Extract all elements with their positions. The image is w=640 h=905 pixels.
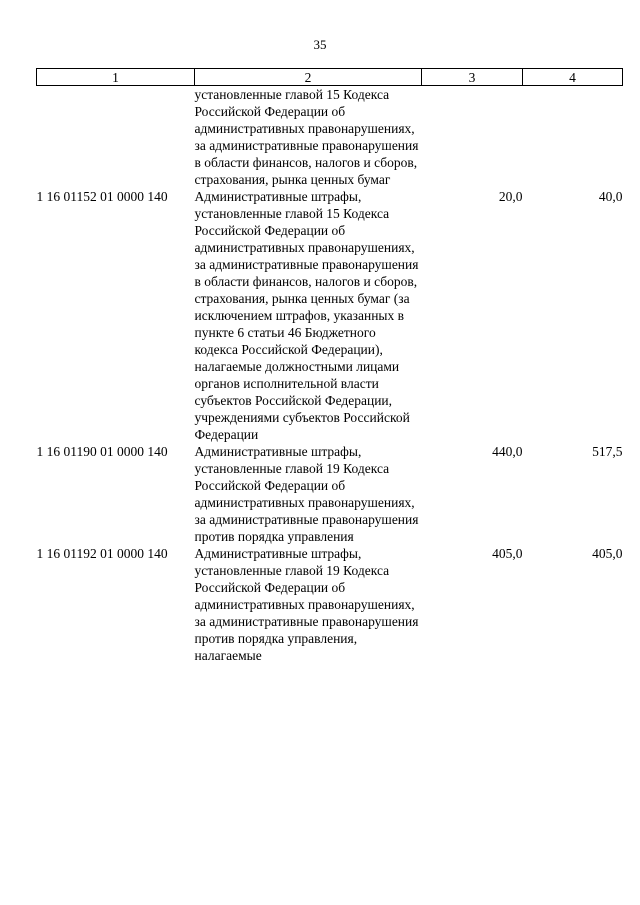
row-code: 1 16 01190 01 0000 140 [36,444,168,459]
column-header-2: 2 [195,69,422,86]
budget-table [36,68,623,664]
table-row [37,86,623,189]
row-description: Административные штрафы, установленные главой 19 Кодекса Российской Федерации об административных правонарушениях, за административные правонарушения против порядка управления [194,444,419,544]
column-header-4: 4 [523,69,623,86]
row-description: Административные штрафы, установленные главой 15 Кодекса Российской Федерации об административных правонарушениях, за административные правонарушения в области финансов, налогов и сборов, страхования, рынка ценных бумаг (за исключением штрафов, указанных в пункте 6 статьи 46 Бюджетного кодекса Российской Федерации), налагаемые должностными лицами органов исполнительной власти субъектов Российской Федерации, учреждениями субъектов Российской Федерации [194,189,419,442]
row-description: Административные штрафы, установленные главой 19 Кодекса Российской Федерации об административных правонарушениях, за административные правонарушения против порядка управления, налагаемые [194,546,419,663]
row-value-col4: 517,5 [592,444,623,459]
row-code: 1 16 01192 01 0000 140 [36,546,168,561]
row-value-col3 [422,86,523,189]
row-value-col3: 440,0 [492,444,523,459]
column-header-1: 1 [37,69,195,86]
row-code [37,86,195,189]
table-row [37,188,623,443]
row-value-col3: 405,0 [492,546,523,561]
page-number: 35 [313,37,327,52]
row-value-col4 [523,86,623,189]
row-value-col4: 40,0 [598,189,623,204]
table-header-row [37,69,623,86]
table-row [37,443,623,545]
row-description: установленные главой 15 Кодекса Российской Федерации об административных правонарушениях, за административные правонарушения в области финансов, налогов и сборов, страхования, рынка ценных бумаг [194,87,419,187]
table-row [37,545,623,664]
row-value-col4: 405,0 [592,546,623,561]
row-code: 1 16 01152 01 0000 140 [36,189,168,204]
row-value-col3: 20,0 [498,189,523,204]
column-header-3: 3 [422,69,523,86]
